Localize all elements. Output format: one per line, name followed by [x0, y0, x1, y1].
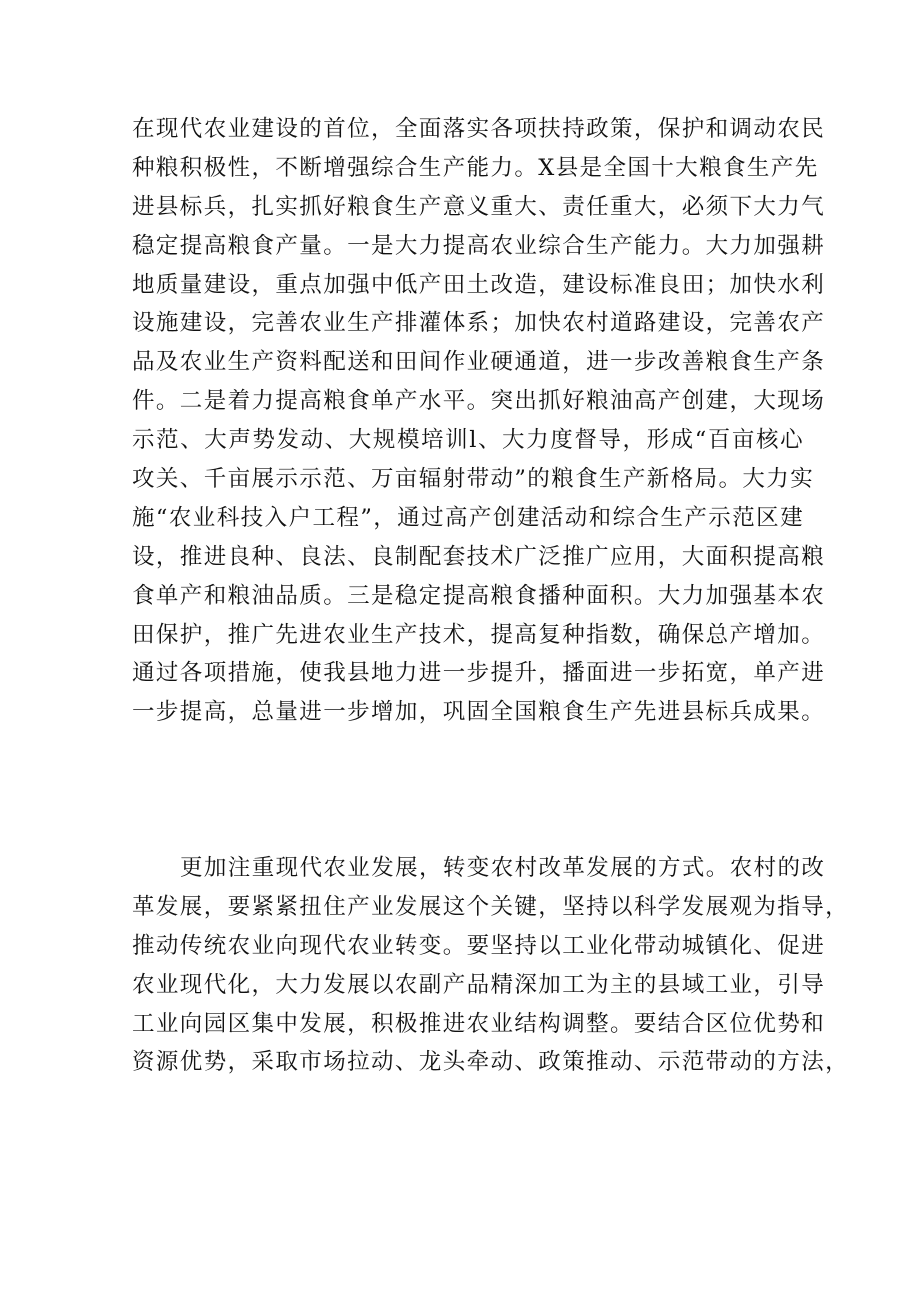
text-line: 种粮积极性，不断增强综合生产能力。X县是全国十大粮食生产先 [132, 154, 819, 181]
text-line: 工业向园区集中发展，积极推进农业结构调整。要结合区位优势和 [132, 1010, 826, 1037]
text-line: 在现代农业建设的首位，全面落实各项扶持政策，保护和调动农民 [132, 116, 826, 142]
text-line: 推动传统农业向现代农业转变。要坚持以工业化带动城镇化、促进 [132, 932, 826, 959]
text-line: 施“农业科技入户工程”，通过高产创建活动和综合生产示范区建 [132, 504, 804, 531]
text-line: 稳定提高粮食产量。一是大力提高农业综合生产能力。大力加强耕 [132, 232, 826, 259]
text-line: 地质量建设，重点加强中低产田土改造，建设标准良田；加快水利 [132, 271, 826, 298]
text-line: 一步提高，总量进一步增加，巩固全国粮食生产先进县标兵成果。 [132, 699, 826, 726]
text-line: 更加注重现代农业发展，转变农村改革发展的方式。农村的改 [180, 855, 826, 881]
paragraph-modern-agriculture [132, 849, 850, 1082]
text-line: 设施建设，完善农业生产排灌体系；加快农村道路建设，完善农产 [132, 310, 826, 337]
text-line: 农业现代化，大力发展以农副产品精深加工为主的县域工业，引导 [132, 971, 826, 998]
text-line: 通过各项措施，使我县地力进一步提升，播面进一步拓宽，单产进 [132, 660, 826, 687]
text-line: 资源优势，采取市场拉动、龙头牵动、政策推动、示范带动的方法， [132, 1049, 850, 1076]
text-line: 品及农业生产资料配送和田间作业硬通道，进一步改善粮食生产条 [132, 349, 826, 376]
text-line: 示范、大声势发动、大规模培训l、大力度督导，形成“百亩核心 [132, 427, 804, 454]
text-line: 食单产和粮油品质。三是稳定提高粮食播种面积。大力加强基本农 [132, 582, 826, 609]
paragraph-grain-production [132, 110, 826, 732]
text-line: 田保护，推广先进农业生产技术，提高复种指数，确保总产增加。 [132, 621, 826, 648]
text-line: 进县标兵，扎实抓好粮食生产意义重大、责任重大，必须下大力气 [132, 193, 826, 220]
text-line: 革发展，要紧紧扭住产业发展这个关键，坚持以科学发展观为指导， [132, 893, 850, 920]
text-line: 攻关、千亩展示示范、万亩辐射带动”的粮食生产新格局。大力实 [132, 466, 815, 493]
text-line: 设，推进良种、良法、良制配套技术广泛推广应用，大面积提高粮 [132, 543, 826, 570]
text-line: 件。二是着力提高粮食单产水平。突出抓好粮油高产创建，大现场 [132, 388, 826, 415]
